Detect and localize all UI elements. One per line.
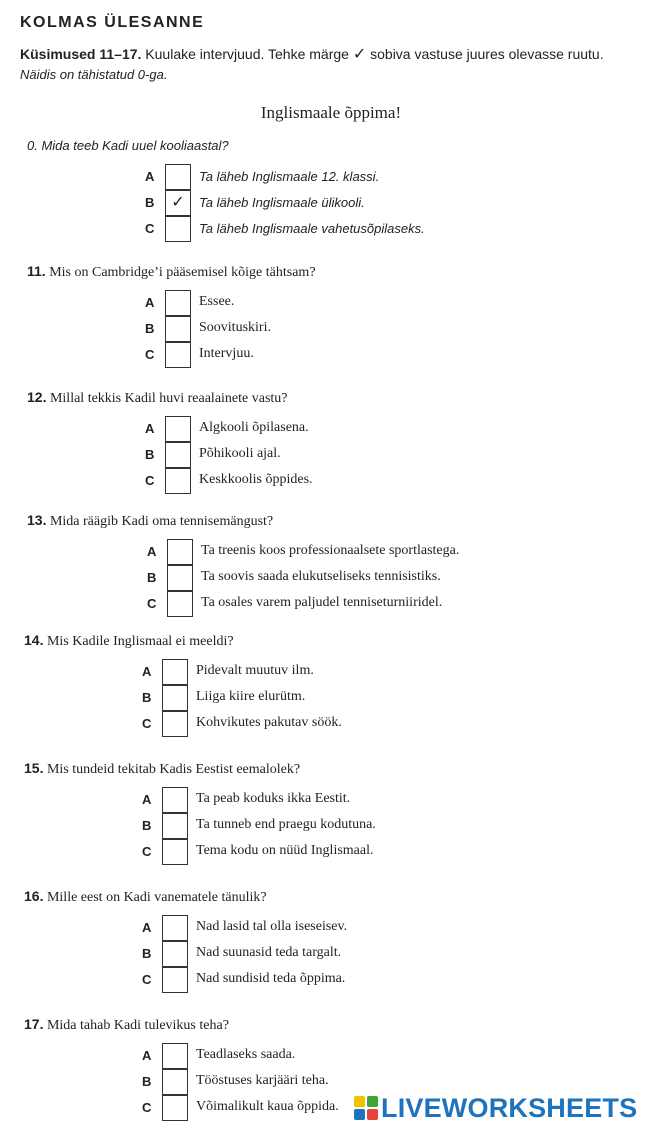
option-letter: A xyxy=(142,920,152,935)
option-text: Ta läheb Inglismaale vahetusõpilaseks. xyxy=(199,221,425,236)
example-question-number: 0. xyxy=(27,138,38,153)
option-text: Põhikooli ajal. xyxy=(199,446,281,461)
answer-checkbox[interactable] xyxy=(162,685,188,711)
answer-checkbox[interactable] xyxy=(165,416,191,442)
option-text: Tema kodu on nüüd Inglismaal. xyxy=(196,843,374,858)
answer-checkbox[interactable] xyxy=(162,1095,188,1121)
example-question-text: Mida teeb Kadi uuel kooliaastal? xyxy=(41,138,229,153)
answer-checkbox[interactable] xyxy=(162,915,188,941)
option-text: Essee. xyxy=(199,294,235,309)
answer-checkbox[interactable] xyxy=(167,565,193,591)
option-letter: A xyxy=(145,421,155,436)
question-13 xyxy=(27,512,273,530)
checkmark-icon: ✓ xyxy=(352,46,367,63)
logo-square xyxy=(354,1096,365,1107)
option-letter: A xyxy=(142,792,152,807)
instructions-text: Kuulake intervjuud. Tehke märge xyxy=(141,46,353,62)
question-number: 17. xyxy=(24,1016,44,1032)
example-question xyxy=(27,138,229,153)
question-17 xyxy=(24,1016,229,1034)
answer-checkbox[interactable] xyxy=(165,468,191,494)
answer-checkbox[interactable] xyxy=(165,316,191,342)
option-letter: B xyxy=(145,321,155,336)
section-title: KOLMAS ÜLESANNE xyxy=(20,14,205,31)
question-15 xyxy=(24,760,300,778)
question-14 xyxy=(24,632,234,650)
option-letter: B xyxy=(145,195,155,210)
logo-square xyxy=(367,1109,378,1120)
logo-icon xyxy=(354,1096,378,1120)
option-text: Ta soovis saada elukutseliseks tennisistiks. xyxy=(201,569,441,584)
logo-square xyxy=(367,1096,378,1107)
answer-checkbox[interactable] xyxy=(162,1069,188,1095)
option-letter: B xyxy=(142,690,152,705)
option-letter: C xyxy=(142,1100,152,1115)
option-letter: C xyxy=(145,473,155,488)
option-text: Ta läheb Inglismaale ülikooli. xyxy=(199,195,365,210)
answer-checkbox xyxy=(165,216,191,242)
answer-checkbox[interactable] xyxy=(165,442,191,468)
answer-checkbox[interactable] xyxy=(162,941,188,967)
answer-checkbox[interactable] xyxy=(165,290,191,316)
example-note: Näidis on tähistatud 0-ga. xyxy=(20,67,168,82)
question-text: Mis on Cambridge’i pääsemisel kõige tähtsam? xyxy=(49,265,316,280)
option-text: Intervjuu. xyxy=(199,346,254,361)
question-11 xyxy=(27,263,316,281)
option-text: Teadlaseks saada. xyxy=(196,1047,296,1062)
question-number: 11. xyxy=(27,263,46,279)
option-letter: A xyxy=(142,664,152,679)
option-text: Nad lasid tal olla iseseisev. xyxy=(196,919,348,934)
answer-checkbox[interactable] xyxy=(162,711,188,737)
question-number: 16. xyxy=(24,888,44,904)
answer-checkbox[interactable] xyxy=(167,539,193,565)
question-number: 12. xyxy=(27,389,47,405)
question-text: Mida tahab Kadi tulevikus teha? xyxy=(46,1018,229,1033)
checkmark-icon: ✓ xyxy=(165,190,191,216)
instructions xyxy=(20,45,650,64)
instructions-end: sobiva vastuse juures olevasse ruutu. xyxy=(366,46,604,62)
option-text: Ta treenis koos professionaalsete sportlastega. xyxy=(201,543,460,558)
option-text: Nad suunasid teda targalt. xyxy=(196,945,342,960)
page-title: Inglismaale õppima! xyxy=(260,103,402,122)
option-letter: B xyxy=(142,818,152,833)
option-letter: A xyxy=(145,169,155,184)
option-text: Ta osales varem paljudel tenniseturniiridel. xyxy=(201,595,443,610)
answer-checkbox xyxy=(165,164,191,190)
answer-checkbox[interactable] xyxy=(167,591,193,617)
question-16 xyxy=(24,888,267,906)
question-12 xyxy=(27,389,288,407)
option-text: Keskkoolis õppides. xyxy=(199,472,313,487)
answer-checkbox[interactable] xyxy=(165,342,191,368)
option-letter: C xyxy=(147,596,157,611)
answer-checkbox[interactable] xyxy=(162,659,188,685)
question-text: Mida räägib Kadi oma tennisemängust? xyxy=(49,514,274,529)
option-text: Soovituskiri. xyxy=(199,320,271,335)
question-number: 13. xyxy=(27,512,47,528)
option-letter: A xyxy=(142,1048,152,1063)
question-text: Mille eest on Kadi vanematele tänulik? xyxy=(46,890,267,905)
option-text: Algkooli õpilasena. xyxy=(199,420,309,435)
logo-square xyxy=(354,1109,365,1120)
option-letter: C xyxy=(145,347,155,362)
answer-checkbox[interactable] xyxy=(162,839,188,865)
option-letter: B xyxy=(142,946,152,961)
answer-checkbox[interactable] xyxy=(162,967,188,993)
option-letter: C xyxy=(142,972,152,987)
option-letter: B xyxy=(142,1074,152,1089)
option-letter: A xyxy=(147,544,157,559)
option-letter: A xyxy=(145,295,155,310)
question-text: Mis Kadile Inglismaal ei meeldi? xyxy=(46,634,234,649)
question-number: 15. xyxy=(24,760,44,776)
instructions-bold: Küsimused 11–17. xyxy=(20,46,142,62)
option-text: Tööstuses karjääri teha. xyxy=(196,1073,329,1088)
option-text: Ta läheb Inglismaale 12. klassi. xyxy=(199,169,380,184)
liveworksheets-logo xyxy=(354,1093,637,1123)
answer-checkbox[interactable] xyxy=(162,1043,188,1069)
option-letter: B xyxy=(145,447,155,462)
answer-checkbox[interactable] xyxy=(162,813,188,839)
option-text: Liiga kiire elurütm. xyxy=(196,689,306,704)
logo-text: LIVEWORKSHEETS xyxy=(381,1092,638,1123)
option-letter: C xyxy=(142,844,152,859)
answer-checkbox[interactable] xyxy=(162,787,188,813)
option-text: Ta peab koduks ikka Eestit. xyxy=(196,791,351,806)
option-letter: B xyxy=(147,570,157,585)
option-text: Nad sundisid teda õppima. xyxy=(196,971,346,986)
option-letter: C xyxy=(145,221,155,236)
option-text: Võimalikult kaua õppida. xyxy=(196,1099,339,1114)
question-text: Mis tundeid tekitab Kadis Eestist eemalolek? xyxy=(46,762,301,777)
option-text: Kohvikutes pakutav söök. xyxy=(196,715,342,730)
question-text: Millal tekkis Kadil huvi reaalainete vastu? xyxy=(49,391,288,406)
option-letter: C xyxy=(142,716,152,731)
option-text: Ta tunneb end praegu kodutuna. xyxy=(196,817,376,832)
option-text: Pidevalt muutuv ilm. xyxy=(196,663,314,678)
question-number: 14. xyxy=(24,632,44,648)
